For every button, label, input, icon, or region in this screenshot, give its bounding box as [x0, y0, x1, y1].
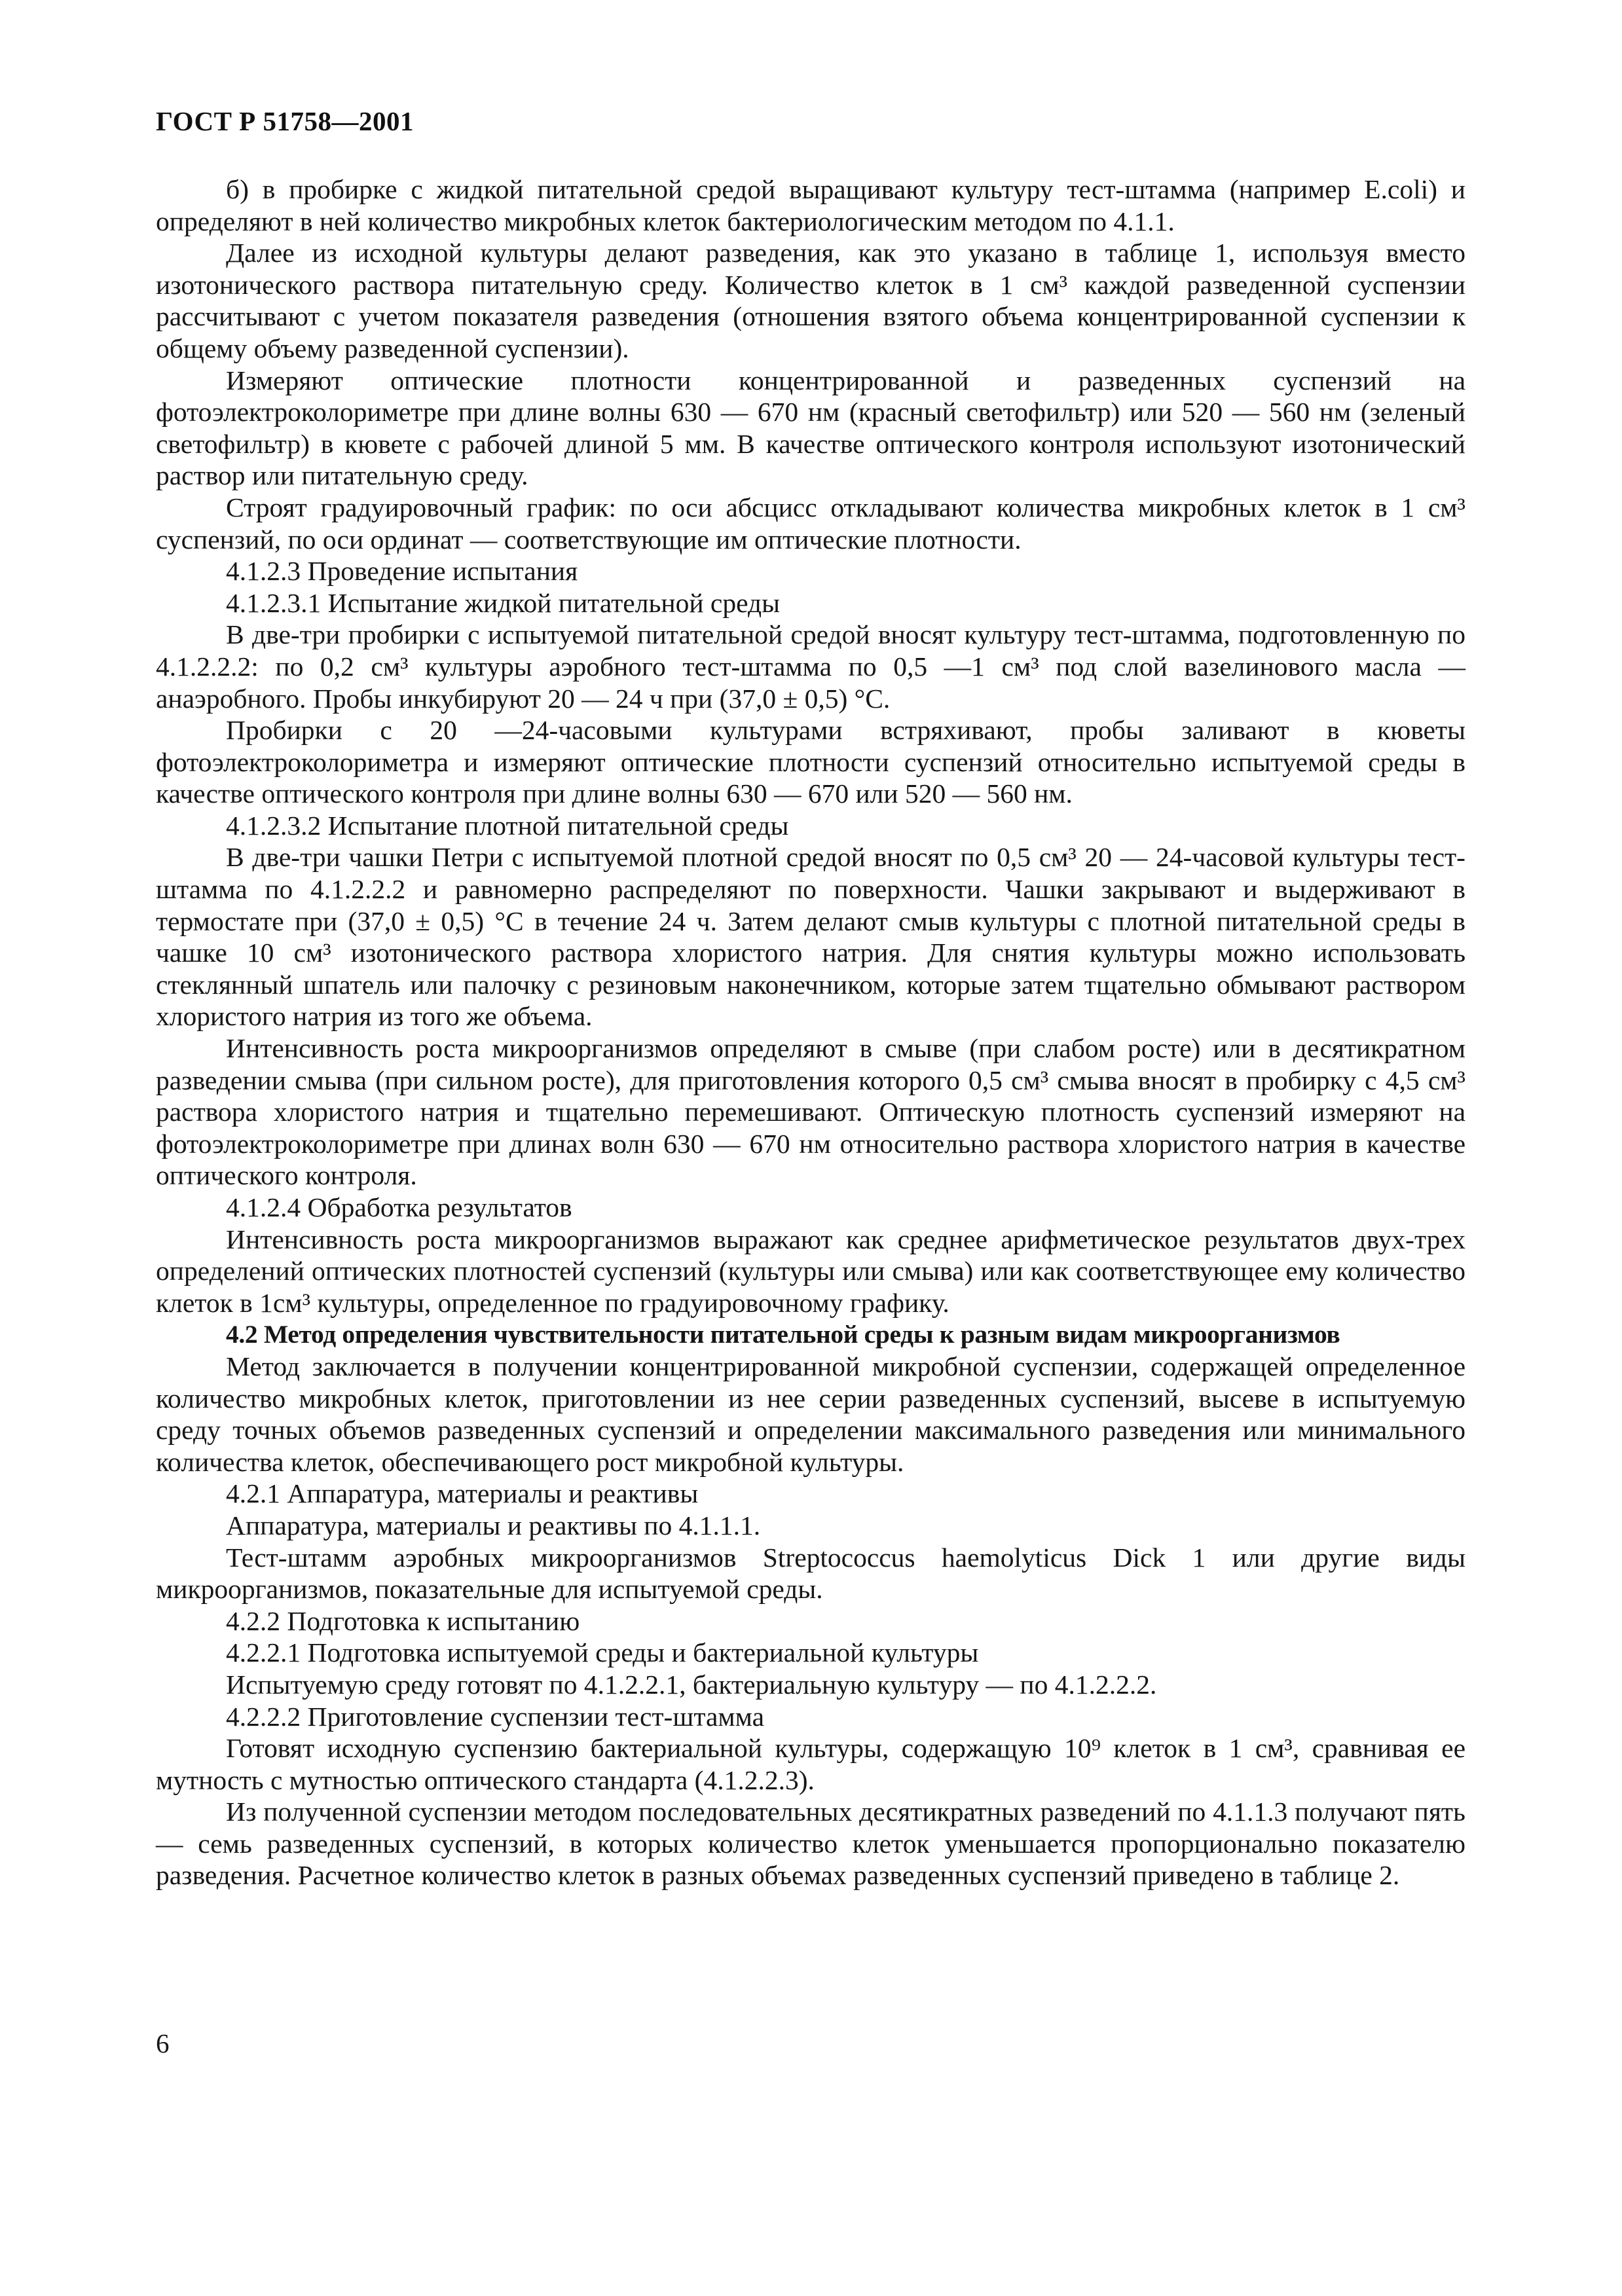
- paragraph: Тест-штамм аэробных микроорганизмов Streptococcus haemolyticus Dick 1 или другие виды микроорганизмов, показательные для испытуемой среды.: [156, 1542, 1465, 1605]
- paragraph: б) в пробирке с жидкой питательной средой выращивают культуру тест-штамма (например E.coli) и определяют в ней количество микробных клеток бактериологическим методом по 4.1.1.: [156, 174, 1465, 236]
- paragraph: Аппаратура, материалы и реактивы по 4.1.1.1.: [226, 1510, 761, 1540]
- section-heading: 4.2.1 Аппаратура, материалы и реактивы: [226, 1478, 699, 1509]
- paragraph: Далее из исходной культуры делают разведения, как это указано в таблице 1, используя вместо изотонического раствора питательную среду. Количество клеток в 1 см³ каждой разведенной суспензии рассчитывают с учетом показателя разведения (отношения взятого объема концентрированной суспензии к общему объему разведенной суспензии).: [156, 238, 1465, 363]
- standard-header: ГОСТ Р 51758—2001: [156, 106, 414, 136]
- paragraph: Из полученной суспензии методом последовательных десятикратных разведений по 4.1.1.3 получают пять — семь разведенных суспензий, в которых количество клеток уменьшается пропорционально показателю разведения. Расчетное количество клеток в разных объемах разведенных суспензий приведено в таблице 2.: [156, 1796, 1465, 1891]
- paragraph: Интенсивность роста микроорганизмов выражают как среднее арифметическое результатов двух-трех определений оптических плотностей суспензий (культуры или смыва) или как соответствующее ему количество клеток в 1см³ культуры, определенное по градуировочному графику.: [156, 1224, 1465, 1318]
- section-heading: 4.2.2 Подготовка к испытанию: [226, 1605, 580, 1636]
- paragraph: Интенсивность роста микроорганизмов определяют в смыве (при слабом росте) или в десятикратном разведении смыва (при сильном росте), для приготовления которого 0,5 см³ смыва вносят в пробирку с 4,5 см³ раствора хлористого натрия и тщательно перемешивают. Оптическую плотность суспензий измеряют на фотоэлектроколориметре при длинах волн 630 — 670 нм относительно раствора хлористого натрия в качестве оптического контроля.: [156, 1033, 1465, 1191]
- paragraph: Строят градуировочный график: по оси абсцисс откладывают количества микробных клеток в 1 см³ суспензий, по оси ординат — соответствующие им оптические плотности.: [156, 492, 1465, 555]
- body-text: [156, 173, 1465, 1891]
- paragraph: Пробирки с 20 —24-часовыми культурами встряхивают, пробы заливают в кюветы фотоэлектроколориметра и измеряют оптические плотности суспензий относительно испытуемой среды в качестве оптического контроля при длине волны 630 — 670 или 520 — 560 нм.: [156, 715, 1465, 809]
- paragraph: Испытуемую среду готовят по 4.1.2.2.1, бактериальную культуру — по 4.1.2.2.2.: [226, 1669, 1157, 1700]
- paragraph: Готовят исходную суспензию бактериальной культуры, содержащую 10⁹ клеток в 1 см³, сравнивая ее мутность с мутностью оптического стандарта (4.1.2.2.3).: [156, 1733, 1465, 1795]
- section-heading: 4.1.2.4 Обработка результатов: [226, 1192, 572, 1222]
- section-heading: 4.1.2.3 Проведение испытания: [226, 556, 578, 587]
- section-heading: 4.2.2.2 Приготовление суспензии тест-штамма: [226, 1701, 765, 1732]
- section-heading: 4.1.2.3.1 Испытание жидкой питательной среды: [226, 587, 780, 618]
- paragraph: Метод заключается в получении концентрированной микробной суспензии, содержащей определенное количество микробных клеток, приготовлении из нее серии разведенных суспензий, высеве в испытуемую среду точных объемов разведенных суспензий и определении максимального разведения или минимального количества клеток, обеспечивающего рост микробной культуры.: [156, 1351, 1465, 1477]
- page-number: 6: [156, 2028, 170, 2058]
- section-heading: 4.2.2.1 Подготовка испытуемой среды и бактериальной культуры: [226, 1637, 979, 1668]
- paragraph: В две-три чашки Петри с испытуемой плотной средой вносят по 0,5 см³ 20 — 24-часовой культуры тест-штамма по 4.1.2.2.2 и равномерно распределяют по поверхности. Чашки закрывают и выдерживают в термостате при (37,0 ± 0,5) °С в течение 24 ч. Затем делают смыв культуры с плотной питательной среды в чашке 10 см³ изотонического раствора хлористого натрия. Для снятия культуры можно использовать стеклянный шпатель или палочку с резиновым наконечником, которые затем тщательно обмывают раствором хлористого натрия из того же объема.: [156, 842, 1465, 1032]
- paragraph: Измеряют оптические плотности концентрированной и разведенных суспензий на фотоэлектроколориметре при длине волны 630 — 670 нм (красный светофильтр) или 520 — 560 нм (зеленый светофильтр) в кювете с рабочей длиной 5 мм. В качестве оптического контроля используют изотонический раствор или питательную среду.: [156, 365, 1465, 491]
- paragraph: В две-три пробирки с испытуемой питательной средой вносят культуру тест-штамма, подготовленную по 4.1.2.2.2: по 0,2 см³ культуры аэробного тест-штамма по 0,5 —1 см³ под слой вазелинового масла — анаэробного. Пробы инкубируют 20 — 24 ч при (37,0 ± 0,5) °С.: [156, 619, 1465, 714]
- bold-section-heading: 4.2 Метод определения чувствительности питательной среды к разным видам микроорганизмов: [226, 1320, 1340, 1349]
- section-heading: 4.1.2.3.2 Испытание плотной питательной среды: [226, 810, 789, 841]
